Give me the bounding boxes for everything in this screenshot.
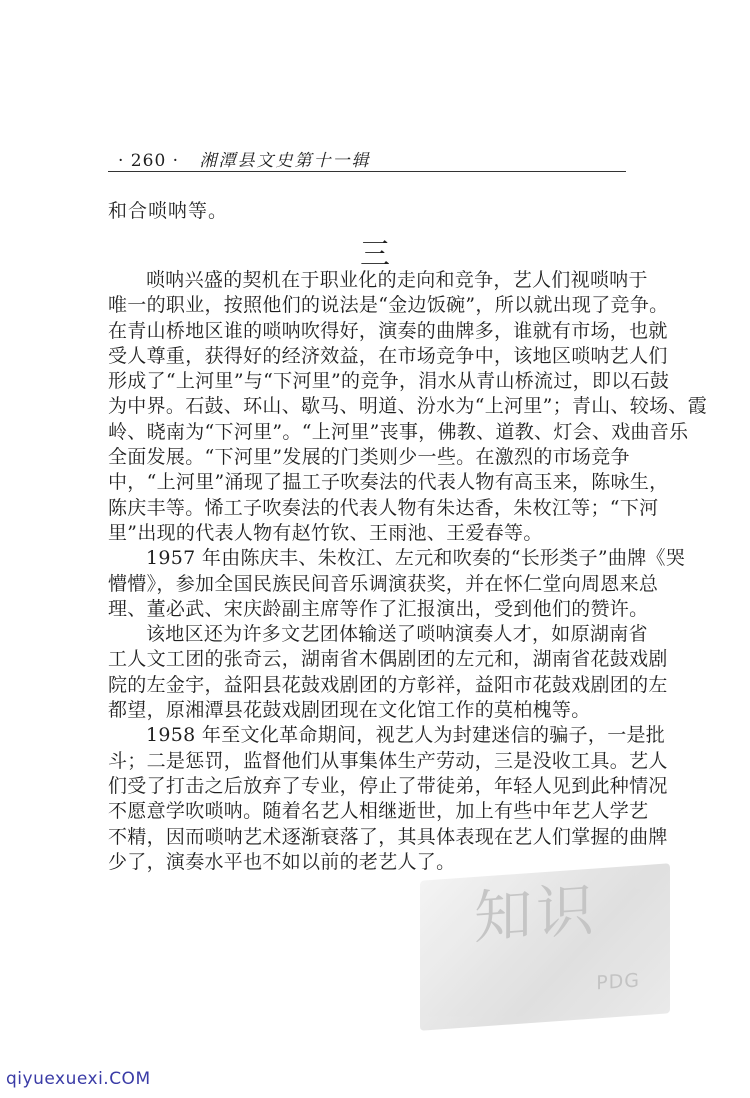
- text-line: 1958 年至文化革命期间，视艺人为封建迷信的骗子，一是批: [146, 724, 666, 747]
- text-line: 理、董必武、宋庆龄副主席等作了汇报演出，受到他们的赞许。: [108, 597, 649, 620]
- text-line: 形成了“上河里”与“下河里”的竞争，涓水从青山桥流过，即以石鼓: [108, 370, 670, 393]
- text-line: 不愿意学吹唢呐。随着名艺人相继逝世，加上有些中年艺人学艺: [108, 800, 649, 823]
- text-line: 不精，因而唢呐艺术逐渐衰落了，其具体表现在艺人们掌握的曲牌: [108, 825, 668, 848]
- text-line: 斗；二是惩罚，监督他们从事集体生产劳动，三是没收工具。艺人: [108, 749, 668, 772]
- book-title: 湘潭县文史第十一辑: [199, 151, 371, 171]
- header-rule: [108, 171, 626, 172]
- text-line: 为中界。石鼓、环山、歇马、明道、汾水为“上河里”；青山、较场、霞: [108, 395, 708, 418]
- stamp-pdg-label: PDG: [596, 969, 640, 995]
- library-stamp-watermark: [420, 863, 670, 1030]
- text-line: 院的左金宇，益阳县花鼓戏剧团的方彰祥，益阳市花鼓戏剧团的左: [108, 673, 668, 696]
- text-line: 唯一的职业，按照他们的说法是“金边饭碗”，所以就出现了竞争。: [108, 294, 669, 317]
- text-line: 少了，演奏水平也不如以前的老艺人了。: [108, 850, 456, 873]
- text-line: 陈庆丰等。悕工子吹奏法的代表人物有朱达香，朱枚江等；“下河: [108, 496, 659, 519]
- section-number: 三: [360, 237, 390, 272]
- text-line: 1957 年由陈庆丰、朱枚江、左元和吹奏的“长形类子”曲牌《哭: [146, 547, 686, 570]
- text-line: 受人尊重，获得好的经济效益，在市场竞争中，该地区唢呐艺人们: [108, 344, 668, 367]
- text-line: 懵懵》，参加全国民族民间音乐调演获奖，并在怀仁堂向周恩来总: [108, 572, 659, 595]
- page-number: · 260 ·: [118, 151, 180, 171]
- text-line: 唢呐兴盛的契机在于职业化的走向和竞争，艺人们视唢呐于: [146, 269, 648, 291]
- site-watermark-url: qiyuexuexi.COM: [6, 1069, 151, 1089]
- text-line: 工人文工团的张奇云，湖南省木偶剧团的左元和，湖南省花鼓戏剧: [108, 648, 668, 671]
- text-line: 都望，原湘潭县花鼓戏剧团现在文化馆工作的莫柏槐等。: [108, 699, 591, 722]
- continued-line: 和合唢呐等。: [108, 200, 229, 222]
- running-header: [118, 146, 638, 171]
- body-text: [108, 268, 708, 875]
- text-line: 里”出现的代表人物有赵竹钦、王雨池、王爱春等。: [108, 521, 543, 544]
- stamp-glyph: 识: [536, 875, 595, 948]
- text-line: 全面发展。“下河里”发展的门类则少一些。在激烈的市场竞争: [108, 446, 630, 469]
- text-line: 中，“上河里”涌现了揾工子吹奏法的代表人物有高玉来，陈咏生，: [108, 471, 669, 494]
- text-line: 们受了打击之后放弃了专业，停止了带徒弟，年轻人见到此种情况: [108, 774, 668, 797]
- text-line: 岭、晓南为“下河里”。“上河里”丧事，佛教、道教、灯会、戏曲音乐: [108, 420, 689, 443]
- text-line: 该地区还为许多文艺团体输送了唢呐演奏人才，如原湖南省: [146, 623, 648, 646]
- text-line: 在青山桥地区谁的唢呐吹得好，演奏的曲牌多，谁就有市场，也就: [108, 319, 668, 342]
- stamp-glyph: 知: [474, 879, 533, 952]
